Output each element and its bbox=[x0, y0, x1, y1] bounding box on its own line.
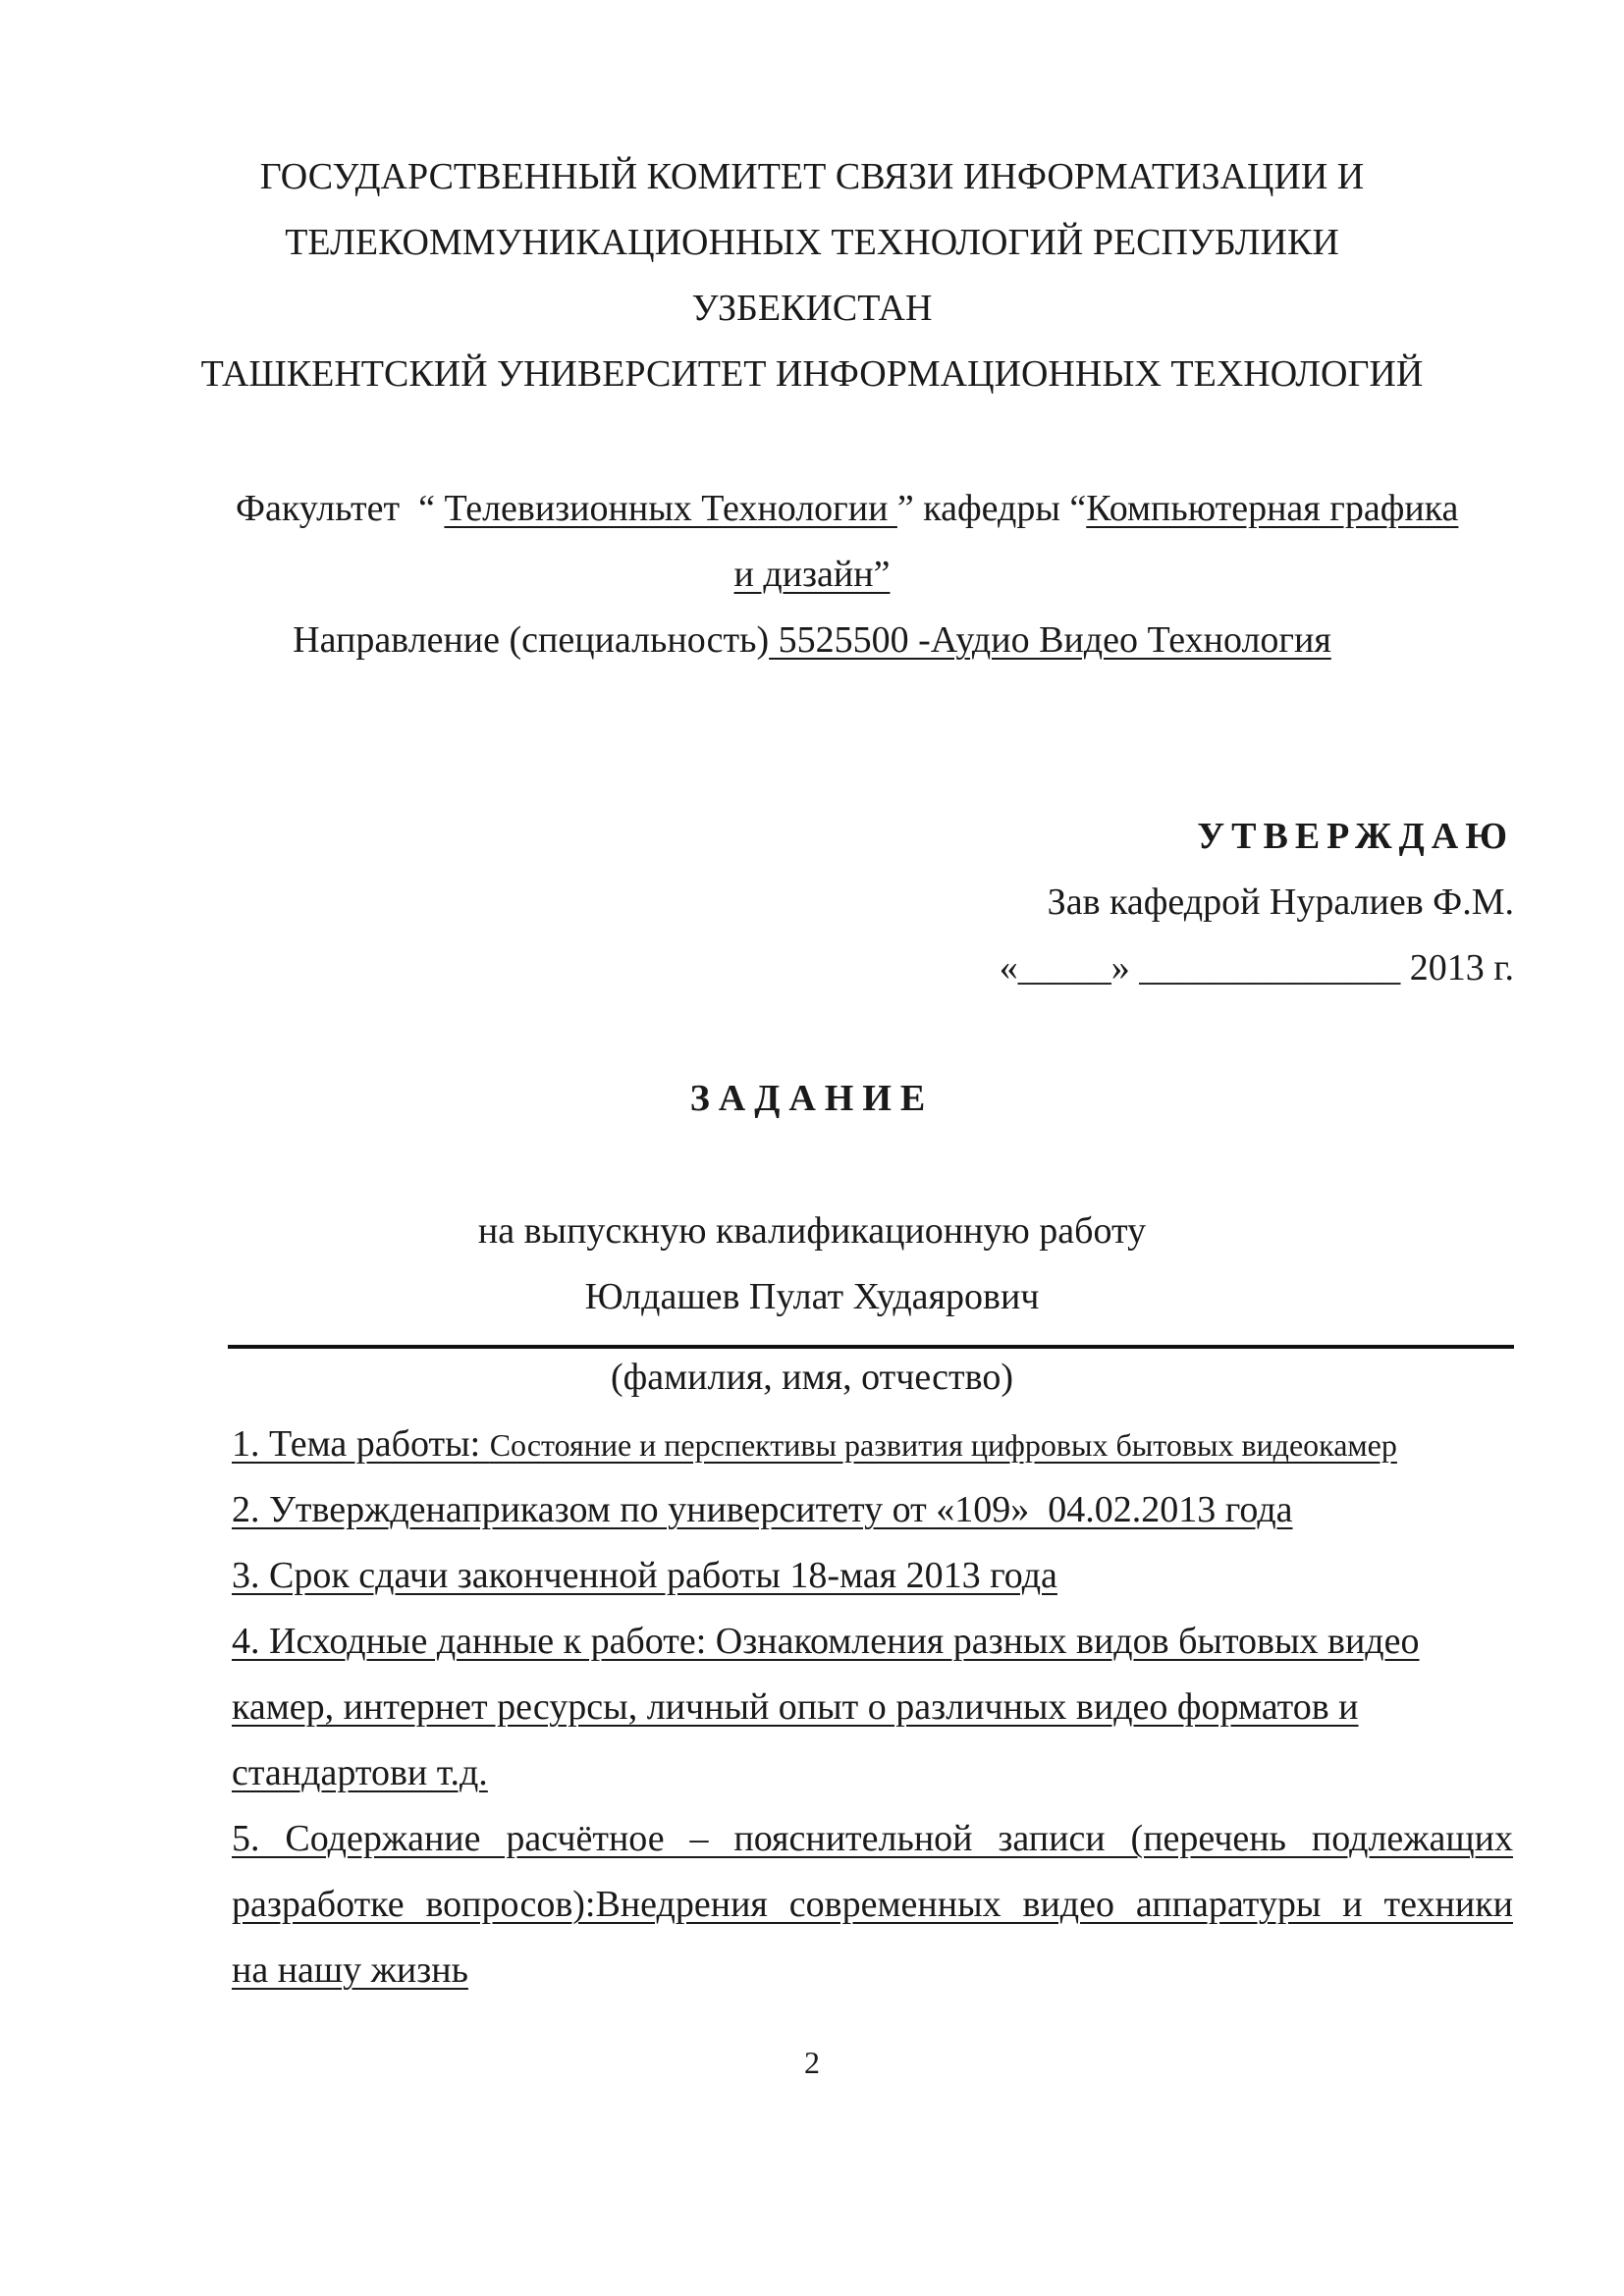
direction-line bbox=[0, 618, 1624, 662]
item-4-line-3 bbox=[232, 1739, 1513, 1806]
date-day-blank: _____ bbox=[1017, 947, 1111, 988]
header-line-2: ТЕЛЕКОММУНИКАЦИОННЫХ ТЕХНОЛОГИЙ РЕСПУБЛИКИ bbox=[285, 222, 1339, 263]
page-number: 2 bbox=[804, 2045, 820, 2080]
item-1-label: 1. Тема работы: bbox=[232, 1423, 490, 1465]
item-3 bbox=[232, 1542, 1513, 1609]
date-close-quote: » bbox=[1110, 947, 1140, 988]
name-underline bbox=[228, 1345, 1514, 1349]
approval-date bbox=[1000, 946, 1514, 989]
faculty-line bbox=[236, 487, 1512, 530]
item-5-text-3: на нашу жизнь bbox=[232, 1949, 468, 1991]
task-subtitle: на выпускную квалификационную работу bbox=[477, 1210, 1147, 1252]
header-line-4: ТАШКЕНТСКИЙ УНИВЕРСИТЕТ ИНФОРМАЦИОННЫХ ТЕХНОЛОГИЙ bbox=[200, 353, 1424, 395]
task-title: ЗАДАНИЕ bbox=[689, 1078, 935, 1119]
date-open-quote: « bbox=[999, 947, 1018, 988]
approval-title: УТВЕРЖДАЮ bbox=[1197, 816, 1514, 857]
item-5-line-3 bbox=[232, 1937, 1513, 2003]
item-3-text: 3. Срок сдачи законченной работы 18-мая 2013 года bbox=[232, 1555, 1057, 1596]
name-caption: (фамилия, имя, отчество) bbox=[610, 1357, 1013, 1398]
department-name: Компьютерная графика bbox=[1086, 488, 1459, 529]
date-month-blank: ______________ bbox=[1139, 947, 1401, 988]
item-2-text: 2. Утвержденаприказом по университету от «109» 04.02.2013 года bbox=[232, 1489, 1293, 1530]
faculty-prefix: Факультет “ bbox=[236, 488, 445, 529]
item-4-text-1: 4. Исходные данные к работе: Ознакомления разных видов бытовых видео bbox=[232, 1621, 1420, 1662]
student-name: Юлдашев Пулат Худаярович bbox=[584, 1276, 1040, 1317]
approval-head: Зав кафедрой Нуралиев Ф.М. bbox=[1047, 881, 1514, 923]
item-4-text-3: стандартови т.д. bbox=[232, 1752, 488, 1793]
item-4-text-2: камер, интернет ресурсы, личный опыт о различных видео форматов и bbox=[232, 1686, 1359, 1728]
item-1-value: Состояние и перспективы развития цифровых бытовых видеокамер bbox=[489, 1427, 1397, 1463]
faculty-name: Телевизионных Технологии bbox=[444, 488, 897, 529]
item-1 bbox=[232, 1411, 1513, 1478]
header-line-1: ГОСУДАРСТВЕННЫЙ КОМИТЕТ СВЯЗИ ИНФОРМАТИЗАЦИИ И bbox=[259, 156, 1365, 197]
date-year: 2013 г. bbox=[1400, 947, 1514, 988]
item-4-line-1 bbox=[232, 1608, 1513, 1675]
item-2 bbox=[232, 1476, 1513, 1543]
department-name-cont: и дизайн” bbox=[733, 554, 891, 595]
item-5-line-2: разработке вопросов):Внедрения современных видео аппаратуры и техники bbox=[232, 1884, 1513, 1925]
department-prefix: ” кафедры “ bbox=[896, 488, 1087, 529]
department-line-2 bbox=[0, 553, 1624, 596]
header-line-3: УЗБЕКИСТАН bbox=[691, 288, 933, 329]
direction-value: 5525500 -Аудио Видео Технология bbox=[769, 619, 1331, 661]
item-4-line-2 bbox=[232, 1674, 1513, 1740]
item-5-line-1: 5. Содержание расчётное – пояснительной записи (перечень подлежащих bbox=[232, 1818, 1513, 1859]
direction-label: Направление (специальность) bbox=[293, 619, 770, 661]
